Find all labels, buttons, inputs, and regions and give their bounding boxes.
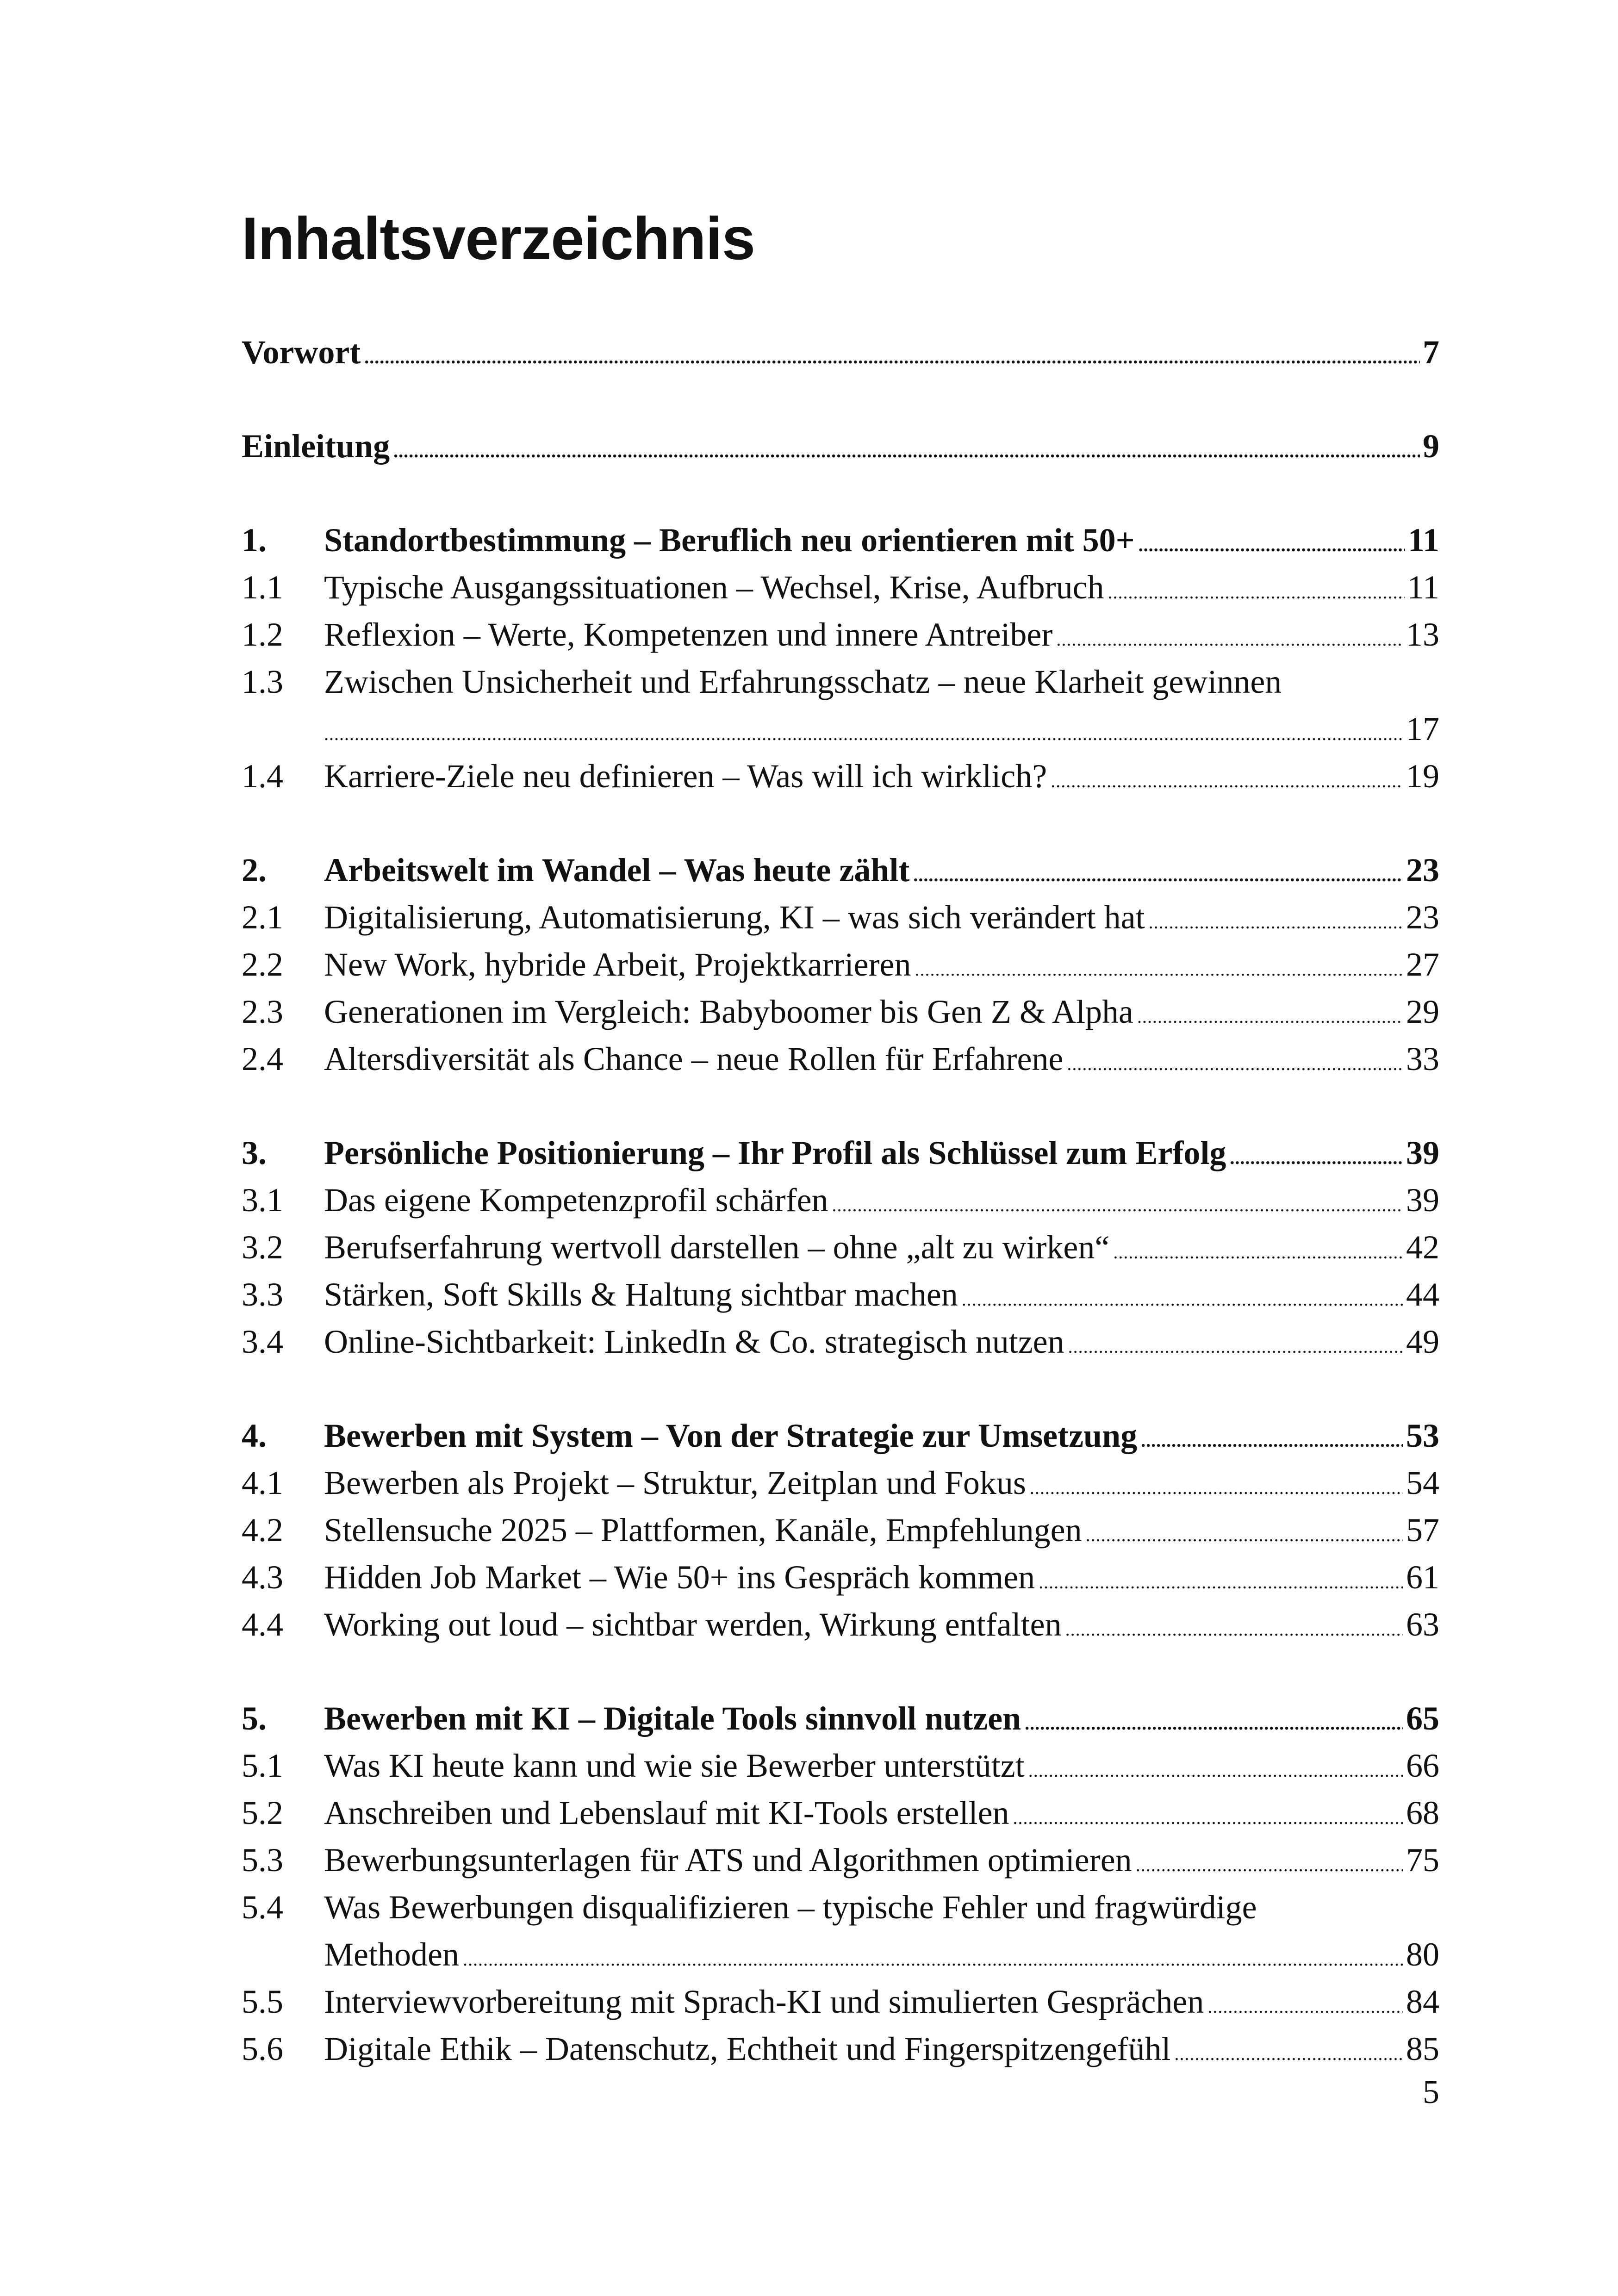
toc-chapter[interactable] bbox=[242, 1129, 1439, 1176]
toc-entry[interactable] bbox=[242, 423, 1439, 470]
toc-page-number: 23 bbox=[1406, 899, 1439, 936]
dot-leader bbox=[1175, 2030, 1403, 2078]
toc-entry[interactable] bbox=[242, 329, 1439, 376]
toc-entry-title: Bewerben als Projekt – Struktur, Zeitplan und Fokus bbox=[324, 1464, 1026, 1501]
page-title: Inhaltsverzeichnis bbox=[242, 205, 755, 272]
toc-page-number: 84 bbox=[1406, 1983, 1439, 2020]
toc-section[interactable] bbox=[242, 1318, 1439, 1365]
toc-number: 2.2 bbox=[242, 946, 283, 983]
toc-entry-title: Reflexion – Werte, Kompetenzen und innere Antreiber bbox=[324, 616, 1053, 653]
dot-leader bbox=[1230, 1134, 1403, 1182]
dot-leader bbox=[1141, 1417, 1403, 1464]
toc-number: 5.1 bbox=[242, 1747, 283, 1784]
dot-leader bbox=[1137, 993, 1403, 1040]
dot-leader bbox=[915, 946, 1403, 993]
toc-page-number: 13 bbox=[1406, 616, 1439, 653]
toc-entry-title: Das eigene Kompetenzprofil schärfen bbox=[324, 1182, 828, 1219]
dot-leader bbox=[1207, 1983, 1403, 2030]
toc-entry-title: Vorwort bbox=[242, 334, 361, 371]
toc-section[interactable] bbox=[242, 658, 1439, 705]
toc-number: 3.1 bbox=[242, 1182, 283, 1219]
toc-chapter[interactable] bbox=[242, 1412, 1439, 1459]
toc-number: 2.3 bbox=[242, 993, 283, 1030]
dot-leader bbox=[364, 334, 1420, 381]
dot-leader bbox=[1149, 899, 1403, 946]
toc-spacer bbox=[242, 1083, 1439, 1129]
toc-number: 5.6 bbox=[242, 2030, 283, 2067]
toc-section[interactable] bbox=[242, 753, 1439, 800]
toc-section[interactable] bbox=[242, 1742, 1439, 1789]
toc-page-number: 65 bbox=[1406, 1700, 1439, 1737]
toc-entry-title: Bewerbungsunterlagen für ATS und Algorithmen optimieren bbox=[324, 1842, 1132, 1879]
toc-number: 5. bbox=[242, 1700, 267, 1737]
dot-leader bbox=[1068, 1323, 1403, 1370]
dot-leader bbox=[913, 852, 1403, 899]
toc-section[interactable] bbox=[242, 611, 1439, 658]
toc-number: 4.3 bbox=[242, 1559, 283, 1596]
toc-page-number: 23 bbox=[1406, 852, 1439, 889]
toc-entry-title: Arbeitswelt im Wandel – Was heute zählt bbox=[324, 852, 910, 889]
toc-page-number: 80 bbox=[1406, 1936, 1439, 1973]
toc-number: 3.2 bbox=[242, 1229, 283, 1266]
toc-entry-title: Standortbestimmung – Beruflich neu orientieren mit 50+ bbox=[324, 522, 1135, 559]
toc-page-number: 85 bbox=[1406, 2030, 1439, 2067]
toc-number: 4.4 bbox=[242, 1606, 283, 1643]
toc-entry-title: New Work, hybride Arbeit, Projektkarrieren bbox=[324, 946, 911, 983]
toc-page-number: 29 bbox=[1406, 993, 1439, 1030]
toc-section[interactable] bbox=[242, 894, 1439, 941]
toc-page-number: 9 bbox=[1423, 428, 1439, 465]
dot-leader bbox=[1086, 1512, 1403, 1559]
dot-leader bbox=[1065, 1606, 1403, 1653]
toc-page-number: 66 bbox=[1406, 1747, 1439, 1784]
page-number: 5 bbox=[1423, 2073, 1439, 2110]
toc-page-number: 39 bbox=[1406, 1182, 1439, 1219]
dot-leader bbox=[1108, 569, 1405, 616]
toc-entry-title: Altersdiversität als Chance – neue Rollen für Erfahrene bbox=[324, 1040, 1064, 1077]
toc-entry-title: Bewerben mit System – Von der Strategie zur Umsetzung bbox=[324, 1417, 1138, 1454]
toc-page-number: 11 bbox=[1407, 522, 1439, 559]
toc-number: 1.2 bbox=[242, 616, 283, 653]
toc-number: 4. bbox=[242, 1417, 267, 1454]
toc-spacer bbox=[242, 376, 1439, 423]
toc-number: 2.1 bbox=[242, 899, 283, 936]
toc-section[interactable] bbox=[242, 564, 1439, 611]
dot-leader bbox=[1028, 1747, 1403, 1794]
toc-number: 3.4 bbox=[242, 1323, 283, 1360]
toc-entry-title: Berufserfahrung wertvoll darstellen – ohne „alt zu wirken“ bbox=[324, 1229, 1110, 1266]
toc-number: 2.4 bbox=[242, 1040, 283, 1077]
toc-number: 5.3 bbox=[242, 1842, 283, 1879]
dot-leader bbox=[832, 1182, 1403, 1229]
dot-leader bbox=[1067, 1040, 1403, 1088]
toc-section[interactable] bbox=[242, 1789, 1439, 1836]
dot-leader bbox=[1039, 1559, 1403, 1606]
toc-number: 3. bbox=[242, 1134, 267, 1171]
toc-page-number: 75 bbox=[1406, 1842, 1439, 1879]
toc-number: 4.1 bbox=[242, 1464, 283, 1501]
toc-spacer bbox=[242, 800, 1439, 846]
toc-page-number: 42 bbox=[1406, 1229, 1439, 1266]
toc-section[interactable] bbox=[242, 1271, 1439, 1318]
toc-number: 1. bbox=[242, 522, 267, 559]
toc-entry-title: Karriere-Ziele neu definieren – Was will ich wirklich? bbox=[324, 758, 1047, 795]
toc-entry-title: Bewerben mit KI – Digitale Tools sinnvoll nutzen bbox=[324, 1700, 1021, 1737]
dot-leader bbox=[1056, 616, 1403, 663]
dot-leader bbox=[393, 428, 1420, 475]
toc-section-continuation[interactable] bbox=[242, 1931, 1439, 1978]
toc-page-number: 68 bbox=[1406, 1794, 1439, 1831]
toc-page-number: 19 bbox=[1406, 758, 1439, 795]
toc-chapter[interactable] bbox=[242, 846, 1439, 894]
dot-leader bbox=[1051, 758, 1403, 805]
dot-leader bbox=[324, 710, 1403, 758]
toc-page-number: 7 bbox=[1423, 334, 1439, 371]
dot-leader bbox=[1025, 1700, 1403, 1747]
toc-page-number: 53 bbox=[1406, 1417, 1439, 1454]
toc-section-continuation[interactable] bbox=[242, 705, 1439, 753]
toc-entry-title: Typische Ausgangssituationen – Wechsel, Krise, Aufbruch bbox=[324, 569, 1104, 606]
toc-number: 5.2 bbox=[242, 1794, 283, 1831]
toc-number: 5.4 bbox=[242, 1889, 283, 1926]
toc-section[interactable] bbox=[242, 988, 1439, 1035]
toc-section[interactable] bbox=[242, 1459, 1439, 1506]
dot-leader bbox=[1139, 522, 1405, 569]
toc-entry-title: Working out loud – sichtbar werden, Wirkung entfalten bbox=[324, 1606, 1062, 1643]
toc-page-number: 11 bbox=[1407, 569, 1439, 606]
toc-page-number: 49 bbox=[1406, 1323, 1439, 1360]
toc-entry-title: Anschreiben und Lebenslauf mit KI-Tools erstellen bbox=[324, 1794, 1009, 1831]
toc-entry-title: Was Bewerbungen disqualifizieren – typische Fehler und fragwürdige bbox=[324, 1889, 1257, 1926]
toc-entry-title: Digitale Ethik – Datenschutz, Echtheit und Fingerspitzengefühl bbox=[324, 2030, 1171, 2067]
toc-section[interactable] bbox=[242, 941, 1439, 988]
toc-number: 5.5 bbox=[242, 1983, 283, 2020]
dot-leader bbox=[1136, 1842, 1403, 1889]
toc-page-number: 39 bbox=[1406, 1134, 1439, 1171]
table-of-contents bbox=[242, 329, 1439, 2072]
toc-section[interactable] bbox=[242, 1601, 1439, 1648]
toc-section[interactable] bbox=[242, 1554, 1439, 1601]
toc-page-number: 27 bbox=[1406, 946, 1439, 983]
toc-page-number: 17 bbox=[1406, 710, 1439, 747]
toc-page-number: 44 bbox=[1406, 1276, 1439, 1313]
toc-entry-title: Stellensuche 2025 – Plattformen, Kanäle, Empfehlungen bbox=[324, 1512, 1082, 1549]
toc-entry-title: Online-Sichtbarkeit: LinkedIn & Co. strategisch nutzen bbox=[324, 1323, 1064, 1360]
toc-entry-title: Generationen im Vergleich: Babyboomer bis Gen Z & Alpha bbox=[324, 993, 1133, 1030]
toc-section[interactable] bbox=[242, 2025, 1439, 2072]
dot-leader bbox=[962, 1276, 1403, 1323]
dot-leader bbox=[1113, 1229, 1403, 1276]
toc-page-number: 33 bbox=[1406, 1040, 1439, 1077]
toc-number: 1.1 bbox=[242, 569, 283, 606]
toc-entry-title: Zwischen Unsicherheit und Erfahrungsschatz – neue Klarheit gewinnen bbox=[324, 663, 1282, 700]
toc-number: 4.2 bbox=[242, 1512, 283, 1549]
toc-entry-title: Einleitung bbox=[242, 428, 390, 465]
toc-spacer bbox=[242, 470, 1439, 516]
toc-number: 2. bbox=[242, 852, 267, 889]
toc-entry-title: Digitalisierung, Automatisierung, KI – was sich verändert hat bbox=[324, 899, 1145, 936]
toc-section[interactable] bbox=[242, 1884, 1439, 1931]
toc-entry-title-continued: Methoden bbox=[324, 1936, 459, 1973]
toc-number: 1.3 bbox=[242, 663, 283, 700]
toc-chapter[interactable] bbox=[242, 516, 1439, 564]
toc-chapter[interactable] bbox=[242, 1695, 1439, 1742]
dot-leader bbox=[1030, 1464, 1403, 1512]
toc-entry-title: Stärken, Soft Skills & Haltung sichtbar machen bbox=[324, 1276, 958, 1313]
toc-entry-title: Persönliche Positionierung – Ihr Profil als Schlüssel zum Erfolg bbox=[324, 1134, 1226, 1171]
toc-page-number: 61 bbox=[1406, 1559, 1439, 1596]
toc-section[interactable] bbox=[242, 1176, 1439, 1224]
toc-page-number: 57 bbox=[1406, 1512, 1439, 1549]
toc-entry-title: Interviewvorbereitung mit Sprach-KI und simulierten Gesprächen bbox=[324, 1983, 1204, 2020]
toc-spacer bbox=[242, 1365, 1439, 1412]
toc-section[interactable] bbox=[242, 1978, 1439, 2025]
toc-section[interactable] bbox=[242, 1506, 1439, 1554]
toc-section[interactable] bbox=[242, 1224, 1439, 1271]
dot-leader bbox=[1013, 1794, 1403, 1842]
dot-leader bbox=[463, 1936, 1403, 1983]
toc-section[interactable] bbox=[242, 1836, 1439, 1884]
toc-number: 3.3 bbox=[242, 1276, 283, 1313]
toc-page-number: 54 bbox=[1406, 1464, 1439, 1501]
toc-page-number: 63 bbox=[1406, 1606, 1439, 1643]
toc-entry-title: Was KI heute kann und wie sie Bewerber unterstützt bbox=[324, 1747, 1025, 1784]
toc-spacer bbox=[242, 1648, 1439, 1695]
toc-section[interactable] bbox=[242, 1035, 1439, 1083]
toc-number: 1.4 bbox=[242, 758, 283, 795]
toc-entry-title: Hidden Job Market – Wie 50+ ins Gespräch kommen bbox=[324, 1559, 1035, 1596]
